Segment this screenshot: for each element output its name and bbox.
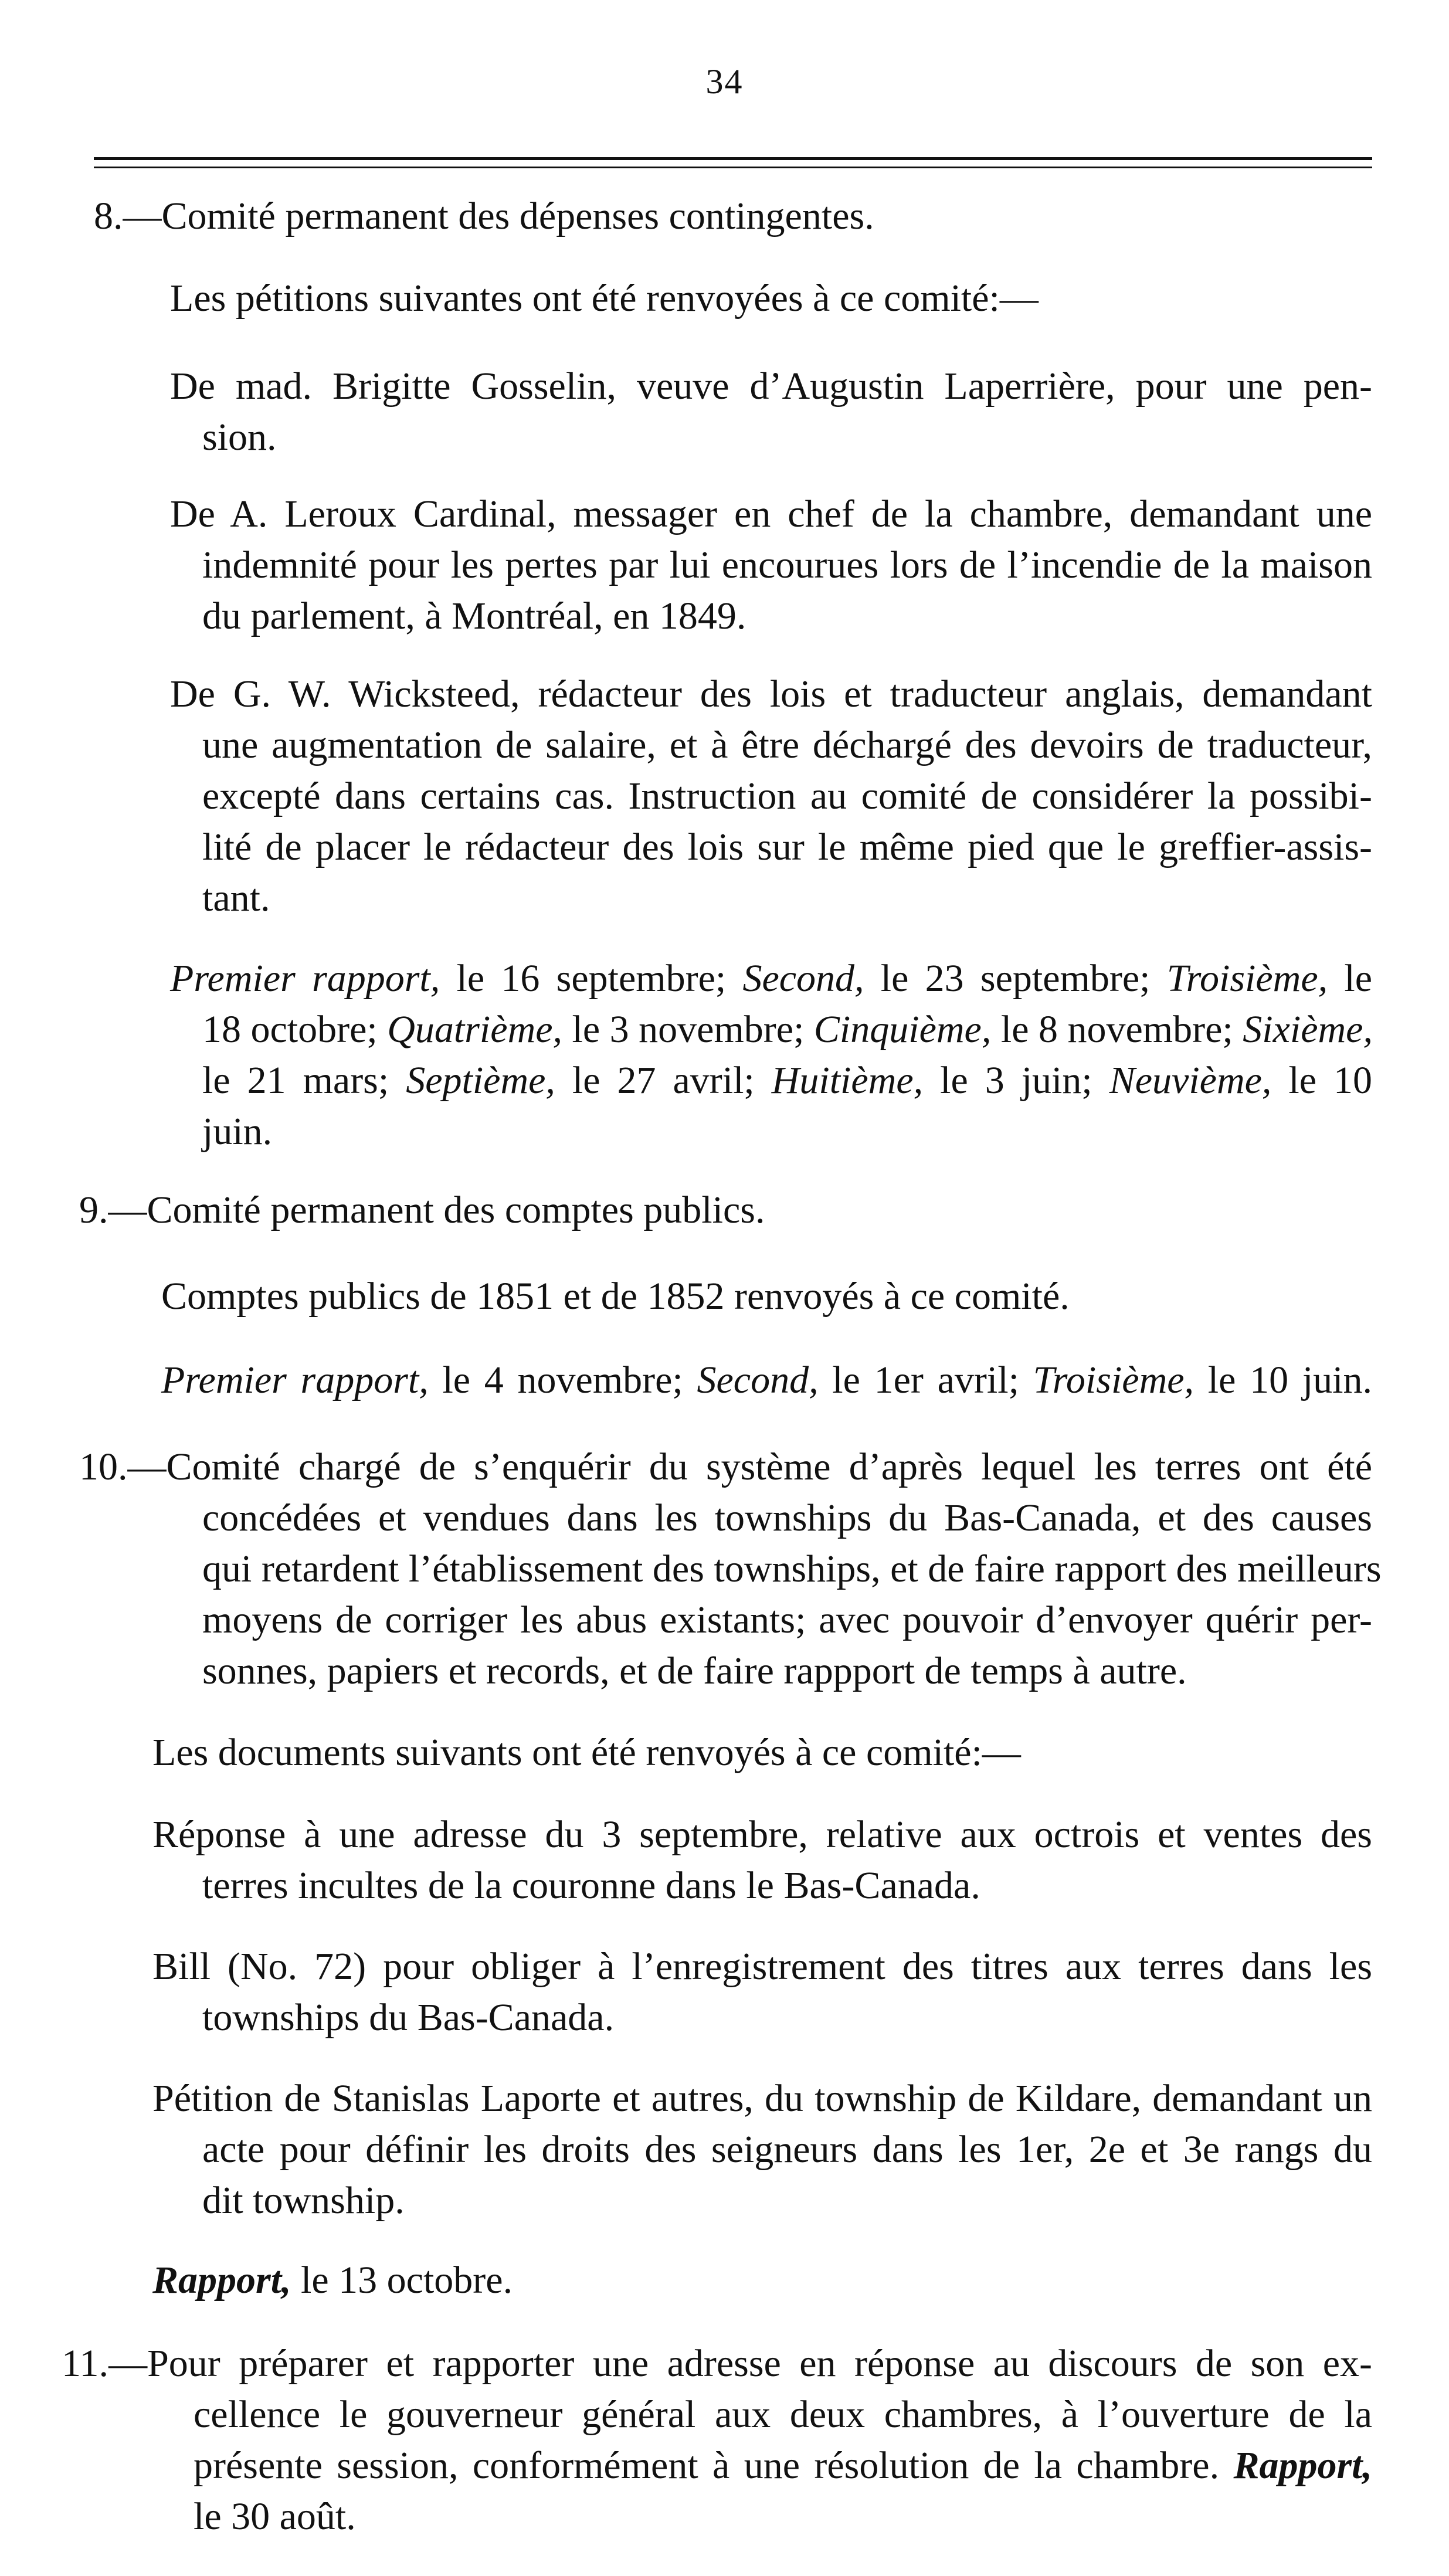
report-huitieme-label: Huitième,	[771, 1059, 924, 1102]
report-sixieme-label: Sixième,	[1243, 1008, 1373, 1051]
petition-wicksteed-line-2: une augmentation de salaire, et à être déchargé des devoirs de traducteur,	[202, 724, 1372, 766]
document-petition-laporte-line-1: Pétition de Stanislas Laporte et autres, du township de Kildare, demandant un	[152, 2077, 1372, 2120]
section-8-reports-line-2: 18 octobre; Quatrième, le 3 novembre; Cinquième, le 8 novembre; Sixième,	[202, 1008, 1373, 1051]
petition-wicksteed-line-4: lité de placer le rédacteur des lois sur le même pied que le greffier-assis-	[202, 826, 1372, 868]
section-10-line-3: qui retardent l’établissement des townships, et de faire rapport des meilleurs	[202, 1547, 1382, 1590]
section-10-line-4: moyens de corriger les abus existants; avec pouvoir d’envoyer quérir per-	[202, 1598, 1372, 1641]
report-premier-label: Premier rapport,	[170, 957, 440, 1000]
report-troisieme-label: Troisième,	[1166, 957, 1328, 1000]
section-8-title: —Comité permanent des dépenses contingentes.	[123, 195, 874, 237]
section-11-line-2: cellence le gouverneur général aux deux chambres, à l’ouverture de la	[194, 2393, 1372, 2436]
section-10-line-1: 10.—Comité chargé de s’enquérir du système d’après lequel les terres ont été	[79, 1445, 1372, 1488]
section-11-number: 11.	[62, 2342, 109, 2385]
document-reponse-line-2: terres incultes de la couronne dans le Bas-Canada.	[202, 1864, 980, 1907]
section-8-reports-line-3: le 21 mars; Septième, le 27 avril; Huitième, le 3 juin; Neuvième, le 10	[202, 1059, 1372, 1102]
section-8-intro: Les pétitions suivantes ont été renvoyées à ce comité:—	[170, 277, 1039, 320]
section-9-title: —Comité permanent des comptes publics.	[108, 1189, 765, 1231]
report-septieme-label: Septième,	[406, 1059, 555, 1102]
section-10-number: 10.	[79, 1445, 128, 1488]
section-10-line-5: sonnes, papiers et records, et de faire rappport de temps à autre.	[202, 1650, 1187, 1692]
section-9-reports: Premier rapport, le 4 novembre; Second, le 1er avril; Troisième, le 10 juin.	[161, 1359, 1372, 1401]
petition-wicksteed-line-1: De G. W. Wicksteed, rédacteur des lois et traducteur anglais, demandant	[170, 673, 1372, 715]
report-second-label: Second,	[742, 957, 864, 1000]
report-label: Rapport,	[152, 2259, 291, 2302]
section-9-number: 9.	[79, 1189, 108, 1231]
report-premier-label: Premier rapport,	[161, 1359, 429, 1401]
section-8-number: 8.	[94, 195, 123, 237]
petition-cardinal-line-3: du parlement, à Montréal, en 1849.	[202, 595, 746, 637]
petition-cardinal-line-2: indemnité pour les pertes par lui encourues lors de l’incendie de la maison	[202, 544, 1372, 586]
document-petition-laporte-line-2: acte pour définir les droits des seigneurs dans les 1er, 2e et 3e rangs du	[202, 2128, 1372, 2171]
document-bill-line-1: Bill (No. 72) pour obliger à l’enregistrement des titres aux terres dans les	[152, 1945, 1372, 1988]
page-number: 34	[705, 62, 744, 101]
section-8-heading	[94, 191, 874, 242]
section-9-intro: Comptes publics de 1851 et de 1852 renvoyés à ce comité.	[161, 1275, 1070, 1318]
report-cinquieme-label: Cinquième,	[813, 1008, 992, 1051]
report-quatrieme-label: Quatrième,	[387, 1008, 563, 1051]
petition-wicksteed-line-3: excepté dans certains cas. Instruction au comité de considérer la possibi-	[202, 775, 1372, 817]
petition-gosselin-line-1: De mad. Brigitte Gosselin, veuve d’Augustin Laperrière, pour une pen-	[170, 365, 1372, 408]
section-11-line-3: présente session, conformément à une résolution de la chambre. Rapport,	[194, 2444, 1372, 2487]
petition-cardinal-line-1: De A. Leroux Cardinal, messager en chef de la chambre, demandant une	[170, 493, 1372, 535]
document-bill-line-2: townships du Bas-Canada.	[202, 1996, 615, 2039]
section-9-heading	[79, 1185, 765, 1236]
report-neuvieme-label: Neuvième,	[1109, 1059, 1272, 1102]
section-8-reports-line-4: juin.	[202, 1110, 273, 1153]
section-10-line-2: concédées et vendues dans les townships du Bas-Canada, et des causes	[202, 1496, 1372, 1539]
section-11-line-1: 11.—Pour préparer et rapporter une adresse en réponse au discours de son ex-	[62, 2342, 1372, 2385]
report-troisieme-label: Troisième,	[1033, 1359, 1195, 1401]
section-11-line-4: le 30 août.	[194, 2495, 356, 2538]
section-10-report: Rapport, le 13 octobre.	[152, 2259, 513, 2302]
document-reponse-line-1: Réponse à une adresse du 3 septembre, relative aux octrois et ventes des	[152, 1813, 1372, 1856]
section-10-intro: Les documents suivants ont été renvoyés à ce comité:—	[152, 1731, 1021, 1774]
header-rule-thin	[94, 167, 1372, 168]
section-8-reports-line-1: Premier rapport, le 16 septembre; Second, le 23 septembre; Troisième, le	[170, 957, 1373, 1000]
petition-gosselin-line-2: sion.	[202, 416, 277, 459]
header-rule	[94, 157, 1372, 160]
petition-wicksteed-line-5: tant.	[202, 877, 270, 919]
report-second-label: Second,	[697, 1359, 819, 1401]
report-label: Rapport,	[1233, 2444, 1372, 2487]
document-petition-laporte-line-3: dit township.	[202, 2179, 405, 2222]
